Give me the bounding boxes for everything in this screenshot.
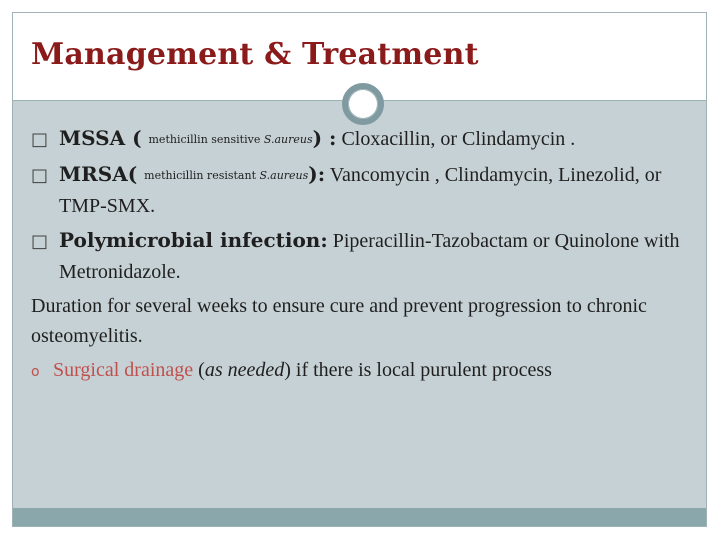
bullet-text: Cloxacillin, or Clindamycin . [336, 128, 576, 150]
bullet-text: Piperacillin-Tazobactam or Quinolone with Metronidazole. [59, 230, 680, 283]
duration-paragraph: Duration for several weeks to ensure cure and prevent progression to chronic osteomyelitis. [31, 295, 647, 347]
bullet-lead-tail: ): [308, 162, 326, 186]
slide-content [31, 123, 696, 387]
bullet-note: methicillin resistant [144, 169, 260, 182]
italic-text: as needed [204, 359, 285, 381]
sub-bullet-rest: if there is local purulent process [290, 359, 552, 381]
bullet-item-mssa [31, 123, 696, 155]
footer-bar [13, 508, 706, 526]
bullet-note: methicillin sensitive [148, 133, 264, 146]
bullet-square-icon: □ [31, 129, 49, 150]
bullet-square-icon: □ [31, 165, 49, 186]
bullet-lead: MRSA( [59, 162, 145, 186]
circle-bullet-icon: o [31, 364, 40, 380]
highlight-text: Surgical drainage [53, 359, 194, 381]
bullet-lead-tail: ) : [312, 126, 337, 150]
bullet-note-organism: S.aureus [259, 169, 309, 182]
sub-bullet-surgical-drainage [31, 355, 696, 387]
bullet-square-icon: □ [31, 231, 49, 252]
paren-close: ) [284, 359, 291, 381]
paren-open: ( [193, 359, 205, 381]
bullet-text: Vancomycin , Clindamycin, Linezolid, or TMP-SMX. [59, 164, 662, 217]
bullet-lead: Polymicrobial infection: [59, 228, 328, 252]
bullet-item-mrsa [31, 159, 696, 221]
circle-ornament-icon [342, 83, 384, 125]
slide-title: Management & Treatment [31, 37, 479, 72]
bullet-item-polymicrobial [31, 225, 696, 287]
bullet-lead: MSSA ( [59, 126, 149, 150]
slide [12, 12, 707, 527]
bullet-note-organism: S.aureus [263, 133, 313, 146]
